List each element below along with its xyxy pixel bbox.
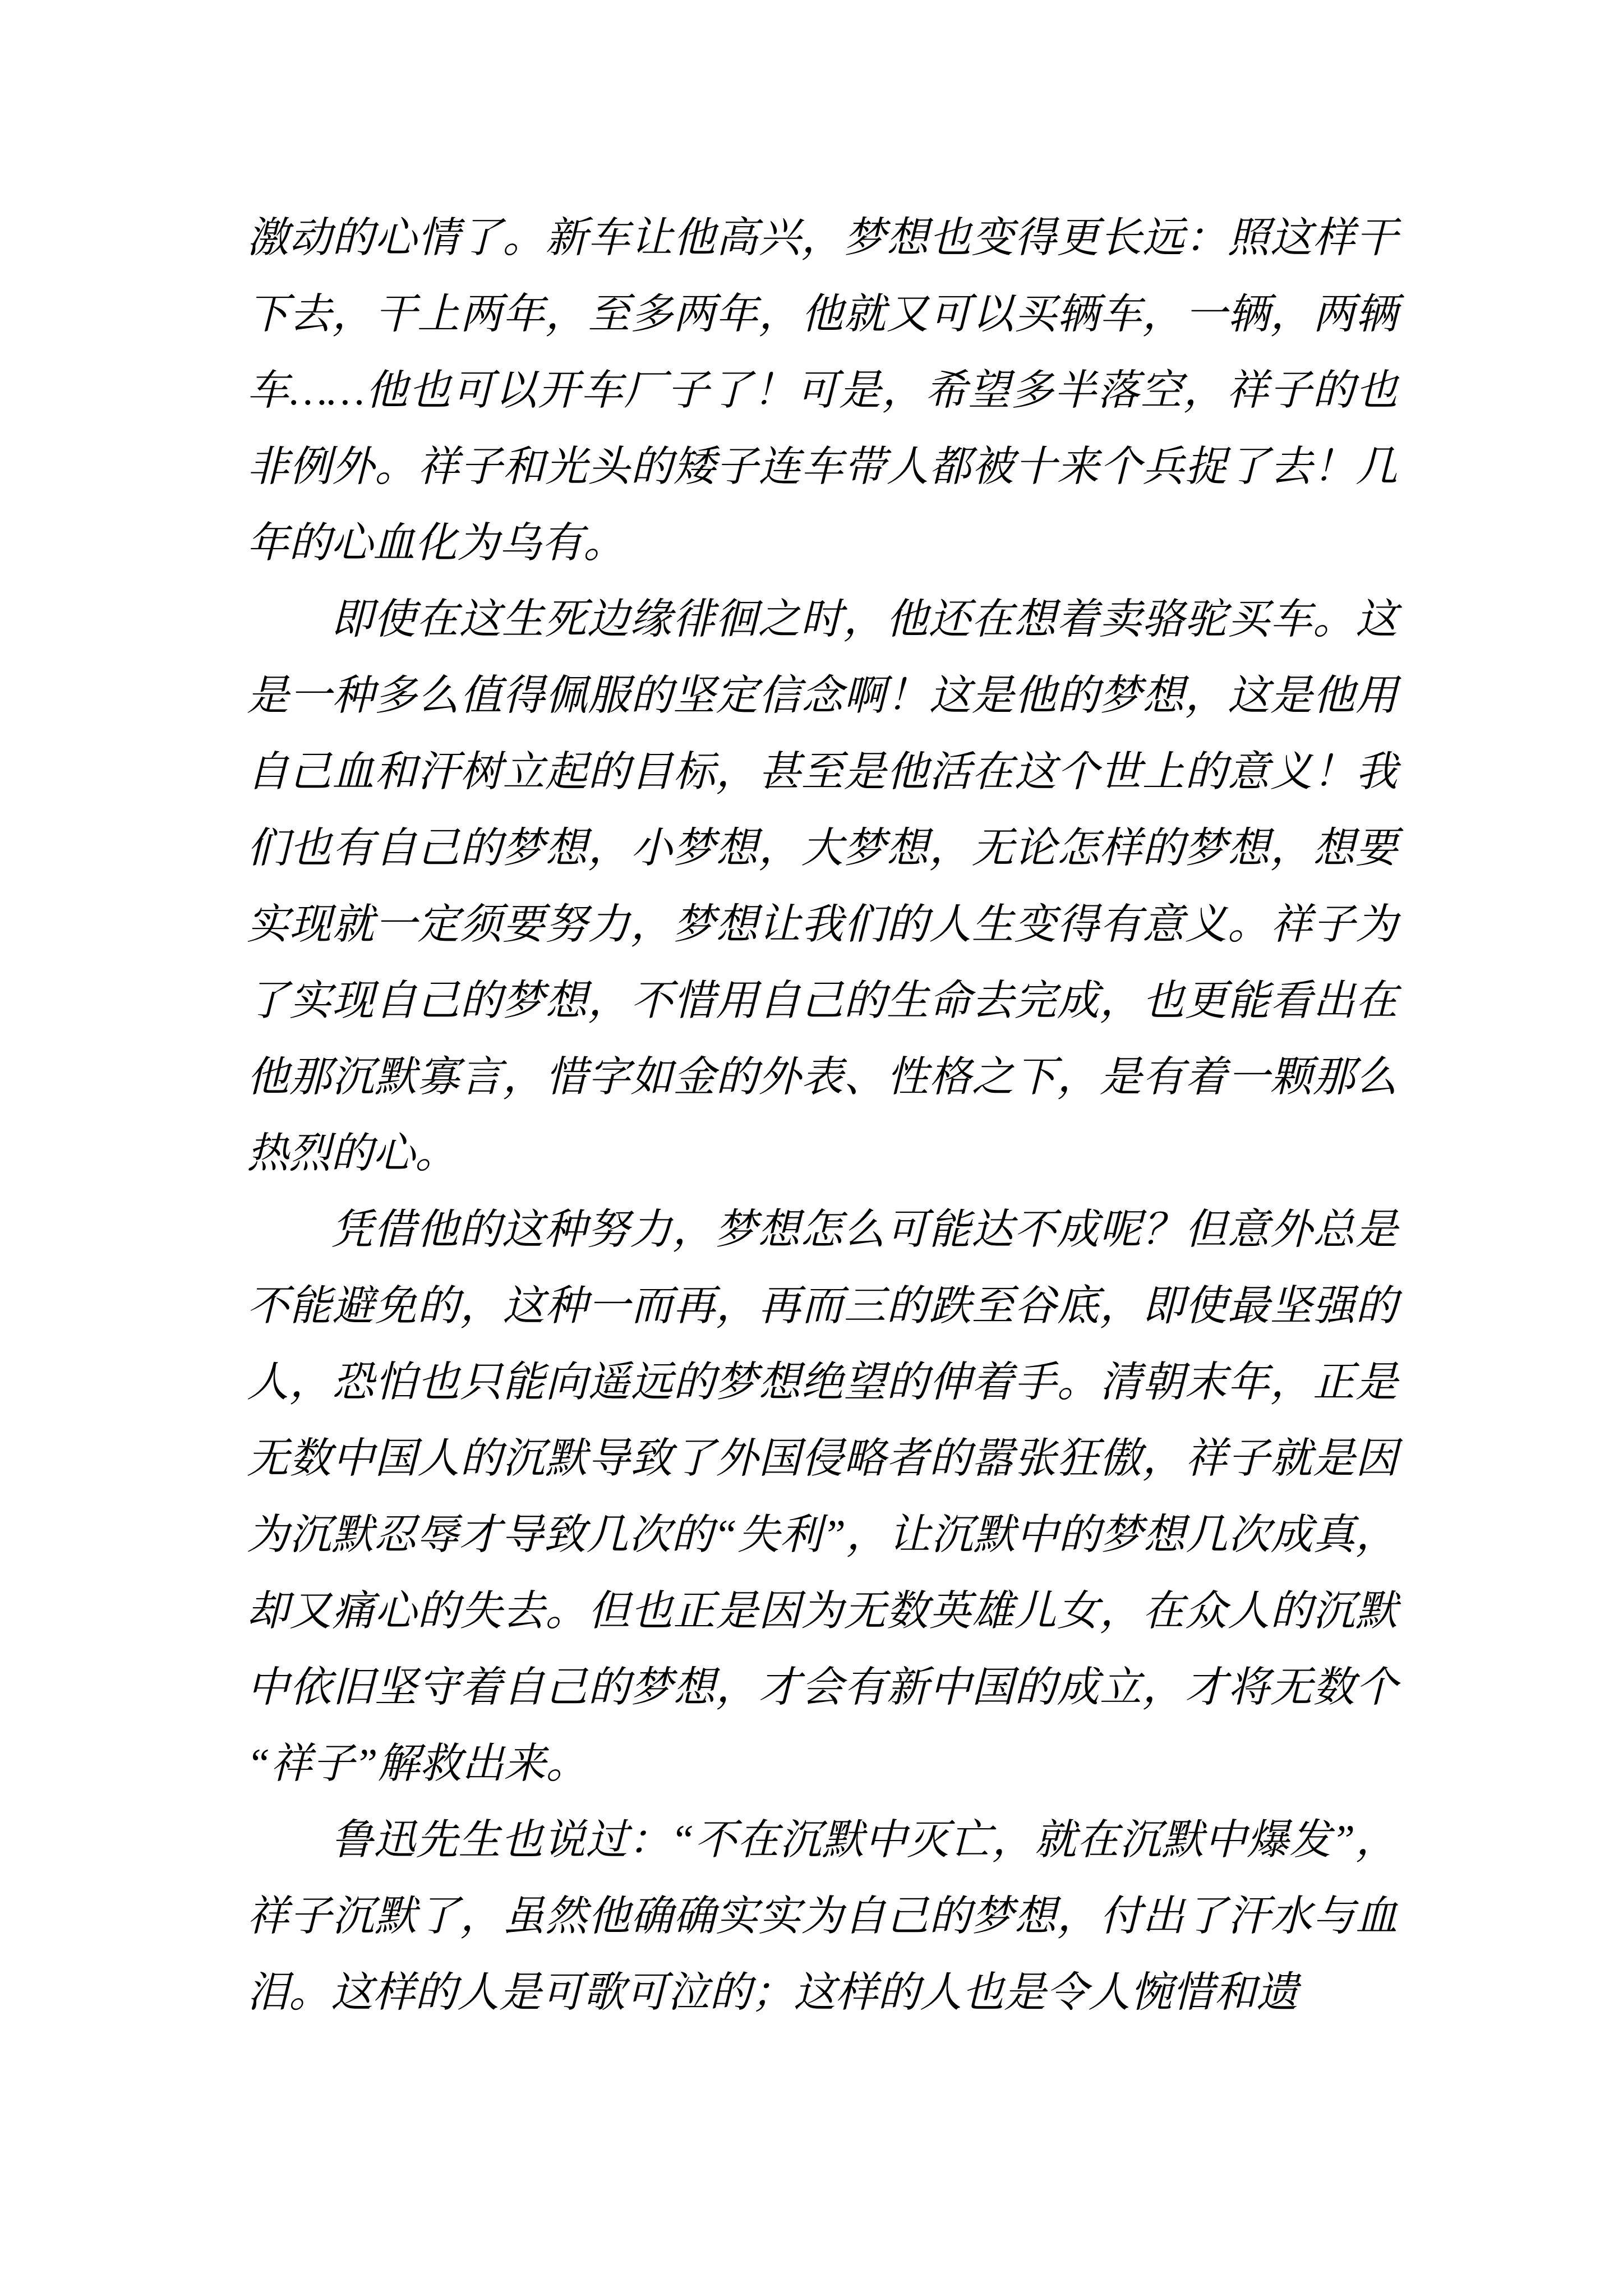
essay-body [247,200,1398,2031]
paragraph-4: 鲁迅先生也说过：“不在沉默中灭亡，就在沉默中爆发”，祥子沉默了，虽然他确确实实为自己的梦想，付出了汗水与血泪。这样的人是可歌可泣的；这样的人也是令人惋惜和遗 [247,1817,1398,2016]
paragraph-2: 即使在这生死边缘徘徊之时，他还在想着卖骆驼买车。这是一种多么值得佩服的坚定信念啊！这是他的梦想，这是他用自己血和汗树立起的目标，甚至是他活在这个世上的意义！我们也有自己的梦想，小梦想，大梦想，无论怎样的梦想，想要实现就一定须要努力，梦想让我们的人生变得有意义。祥子为了实现自己的梦想，不惜用自己的生命去完成，也更能看出在他那沉默寡言，惜字如金的外表、性格之下，是有着一颗那么热烈的心。 [247,596,1398,1177]
paragraph-1: 激动的心情了。新车让他高兴，梦想也变得更长远：照这样干下去，干上两年，至多两年，他就又可以买辆车，一辆，两辆车……他也可以开车厂子了！可是，希望多半落空，祥子的也非例外。祥子和光头的矮子连车带人都被十来个兵捉了去！几年的心血化为乌有。 [247,215,1398,567]
paragraph-3: 凭借他的这种努力，梦想怎么可能达不成呢？但意外总是不能避免的，这种一而再，再而三的跌至谷底，即使最坚强的人，恐怕也只能向遥远的梦想绝望的伸着手。清朝末年，正是无数中国人的沉默导致了外国侵略者的嚣张狂傲，祥子就是因为沉默忍辱才导致几次的“失利”，让沉默中的梦想几次成真，却又痛心的失去。但也正是因为无数英雄儿女，在众人的沉默中依旧坚守着自己的梦想，才会有新中国的成立，才将无数个“祥子”解救出来。 [247,1207,1398,1787]
